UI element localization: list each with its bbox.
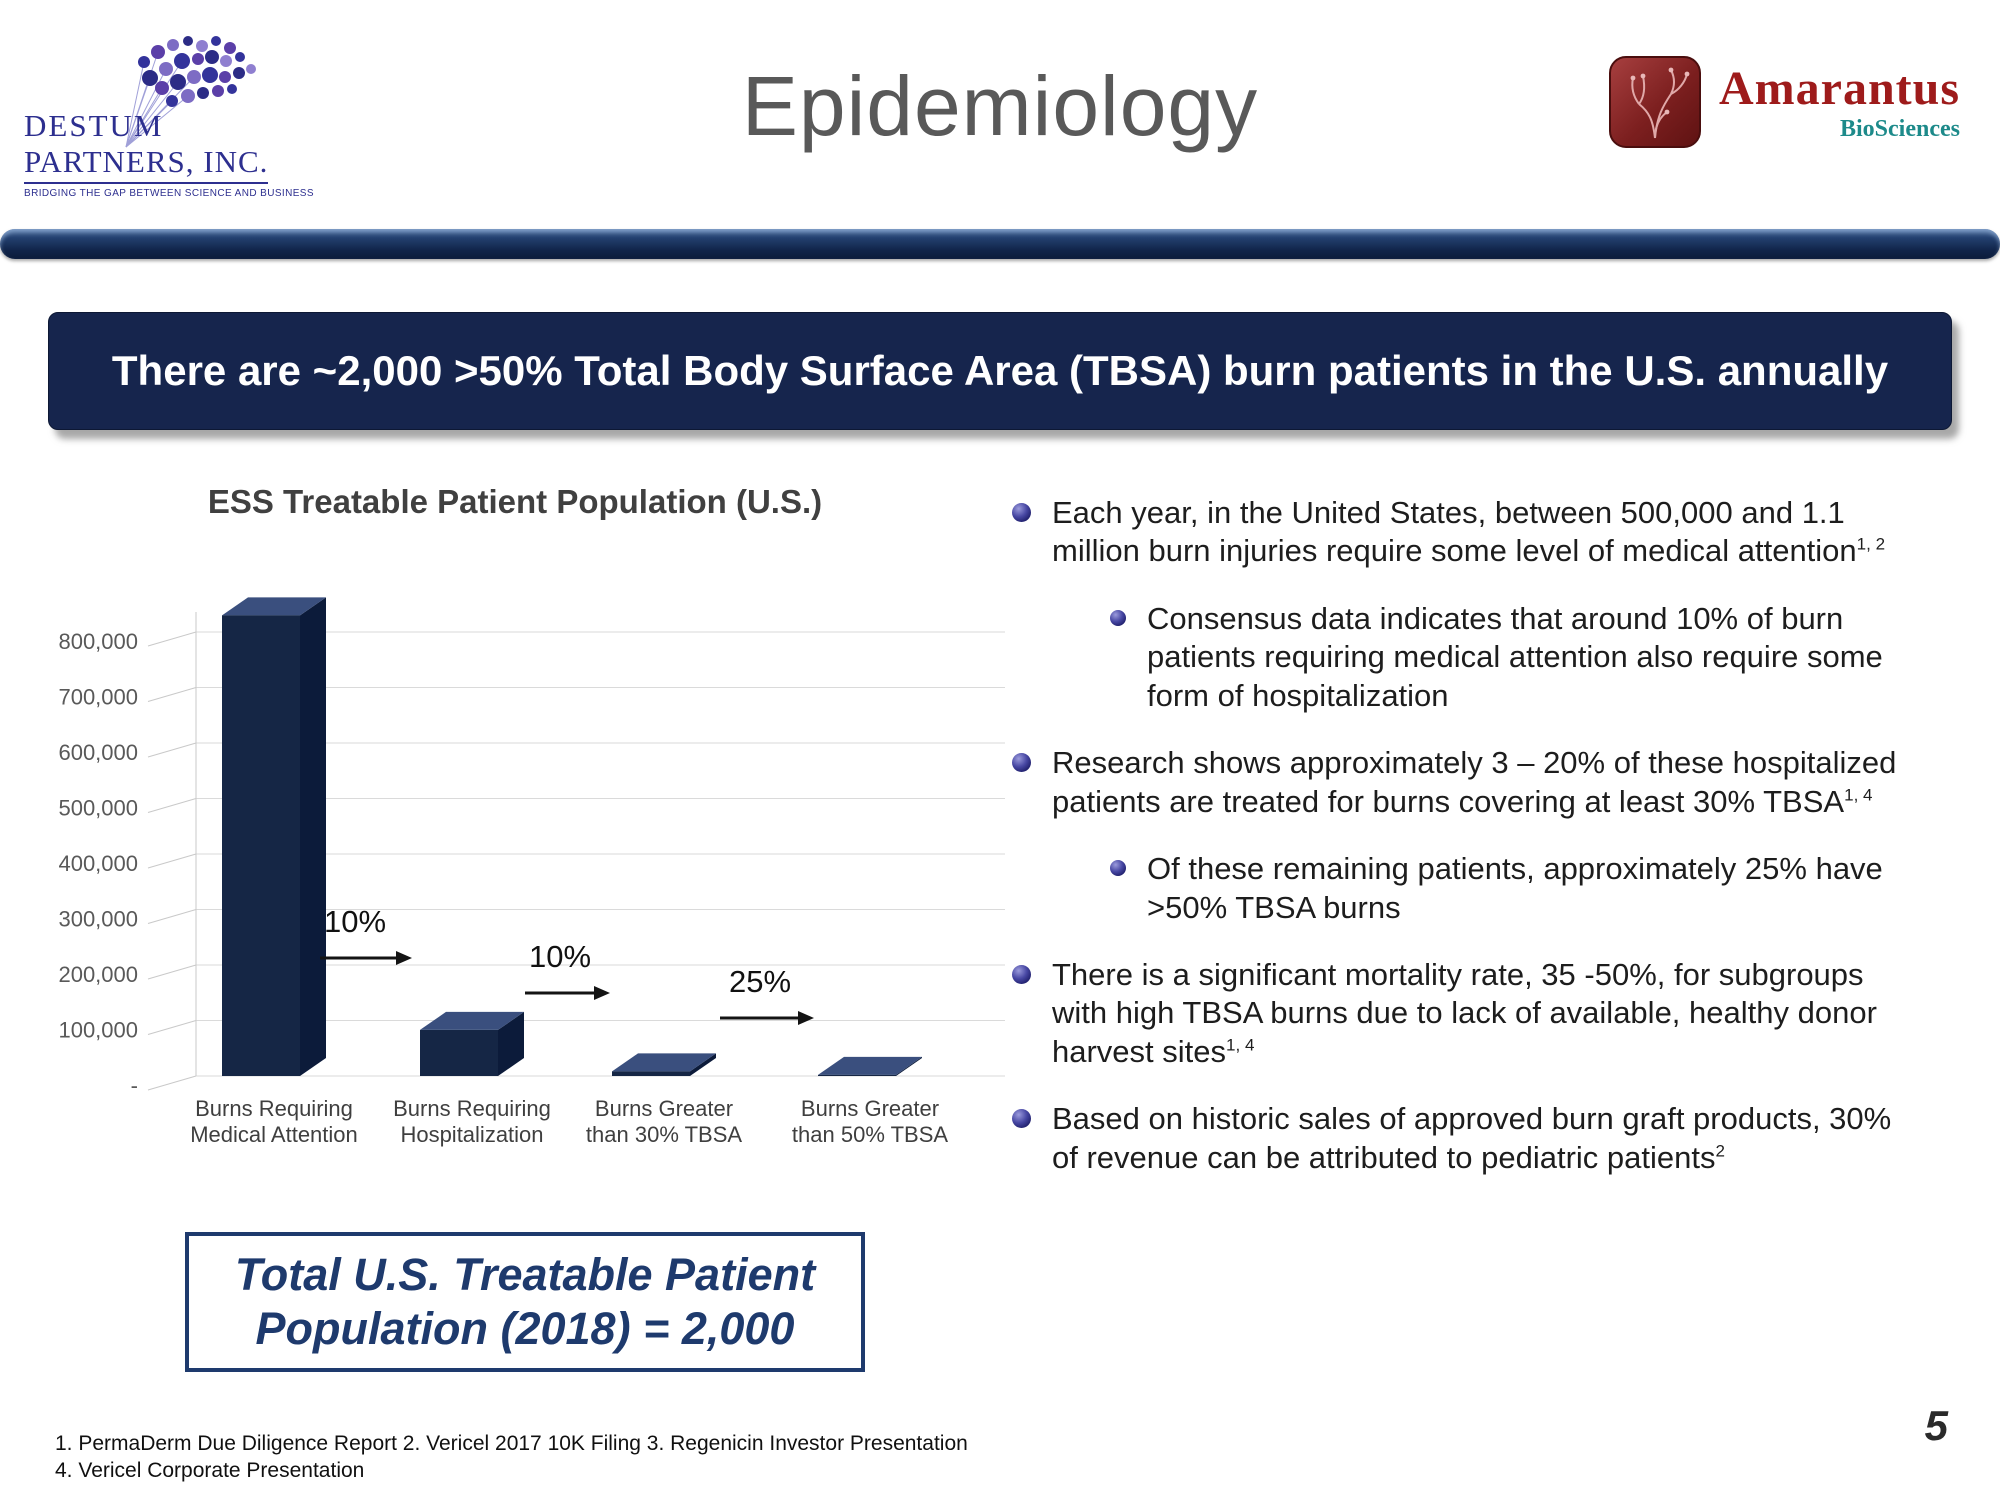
bullet-text: There is a significant mortality rate, 35 -50%, for subgroups with high TBSA burns due to lack of available, healthy donor harvest sites$^{1, 4}$ bbox=[1052, 956, 1877, 1069]
svg-text:25%: 25% bbox=[728, 964, 792, 999]
amarantus-sub: BioSciences bbox=[1840, 116, 1960, 142]
svg-text:Burns Greater: Burns Greater bbox=[594, 1096, 734, 1121]
bullet-text: Research shows approximately 3 – 20% of these hospitalized patients are treated for burns covering at least 30% TBSA$^{1, 4}$ bbox=[1052, 745, 1897, 819]
bullet-text: Each year, in the United States, between 500,000 and 1.1 million burn injuries require some level of medical attention$^{1, 2}$ bbox=[1052, 495, 1886, 569]
svg-text:than 50% TBSA: than 50% TBSA bbox=[791, 1122, 949, 1147]
bullet-item-3 bbox=[1012, 744, 1917, 821]
svg-text:400,000: 400,000 bbox=[58, 851, 138, 876]
svg-text:than 30% TBSA: than 30% TBSA bbox=[585, 1122, 743, 1147]
page-number: 5 bbox=[1924, 1402, 1948, 1449]
bullet-list bbox=[1012, 494, 1917, 1206]
bullet-text: Based on historic sales of approved burn graft products, 30% of revenue can be attributed to pediatric patients$^2$ bbox=[1052, 1101, 1892, 1175]
bullet-sphere-icon bbox=[1012, 503, 1031, 522]
headline-text: There are ~2,000 >50% Total Body Surface Area (TBSA) burn patients in the U.S. annually bbox=[111, 347, 1889, 394]
svg-text:Hospitalization: Hospitalization bbox=[400, 1122, 544, 1147]
bullet-item-4 bbox=[1110, 850, 1917, 927]
divider-bar bbox=[0, 229, 2000, 259]
bullet-text: Of these remaining patients, approximately 25% have >50% TBSA burns bbox=[1147, 851, 1883, 925]
amarantus-icon bbox=[1609, 56, 1701, 148]
page-title: Epidemiology bbox=[741, 59, 1259, 153]
total-population-box bbox=[185, 1232, 865, 1372]
bullet-sphere-icon bbox=[1110, 610, 1126, 626]
bullet-sphere-icon bbox=[1012, 965, 1031, 984]
bullet-sphere-icon bbox=[1012, 1109, 1031, 1128]
svg-text:200,000: 200,000 bbox=[58, 962, 138, 987]
svg-text:800,000: 800,000 bbox=[58, 629, 138, 654]
svg-text:700,000: 700,000 bbox=[58, 684, 138, 710]
headline-banner bbox=[48, 312, 1952, 430]
svg-text:500,000: 500,000 bbox=[58, 795, 138, 821]
amarantus-logo-text bbox=[1719, 61, 1960, 143]
svg-text:Burns Requiring: Burns Requiring bbox=[195, 1096, 353, 1121]
chart-title: ESS Treatable Patient Population (U.S.) bbox=[207, 483, 823, 520]
footnote-line2: 4. Vericel Corporate Presentation bbox=[55, 1459, 365, 1483]
svg-text:10%: 10% bbox=[528, 939, 592, 974]
bullet-item-5 bbox=[1012, 956, 1917, 1071]
destum-tagline: BRIDGING THE GAP BETWEEN SCIENCE AND BUSINESS bbox=[24, 188, 314, 199]
footnotes bbox=[55, 1430, 968, 1485]
svg-text:600,000: 600,000 bbox=[58, 740, 138, 765]
bullet-sphere-icon bbox=[1012, 753, 1031, 772]
svg-text:10%: 10% bbox=[323, 904, 387, 939]
bullet-item-6 bbox=[1012, 1100, 1917, 1177]
bar-chart bbox=[20, 556, 1010, 1176]
footnote-line1: 1. PermaDerm Due Diligence Report 2. Vericel 2017 10K Filing 3. Regenicin Investor Presentation bbox=[55, 1432, 968, 1455]
bullet-sphere-icon bbox=[1110, 860, 1126, 876]
svg-text:Burns Requiring: Burns Requiring bbox=[393, 1096, 551, 1121]
svg-text:-: - bbox=[130, 1073, 138, 1098]
amarantus-name: Amarantus bbox=[1718, 62, 1960, 115]
svg-text:100,000: 100,000 bbox=[58, 1017, 138, 1043]
amarantus-logo bbox=[1609, 56, 1960, 148]
svg-text:Burns Greater: Burns Greater bbox=[800, 1096, 940, 1121]
bullet-item-1 bbox=[1012, 494, 1917, 571]
bullet-text: Consensus data indicates that around 10% of burn patients requiring medical attention also require some form of hospitalization bbox=[1147, 600, 1883, 713]
destum-name: DESTUM bbox=[24, 108, 164, 143]
svg-text:Medical Attention: Medical Attention bbox=[190, 1122, 358, 1147]
svg-text:300,000: 300,000 bbox=[58, 906, 138, 932]
total-box-line1: Total U.S. Treatable Patient bbox=[234, 1249, 816, 1300]
destum-name2: PARTNERS, INC. bbox=[24, 144, 268, 184]
total-box-line2: Population (2018) = 2,000 bbox=[255, 1303, 795, 1354]
bullet-item-2 bbox=[1110, 600, 1917, 715]
